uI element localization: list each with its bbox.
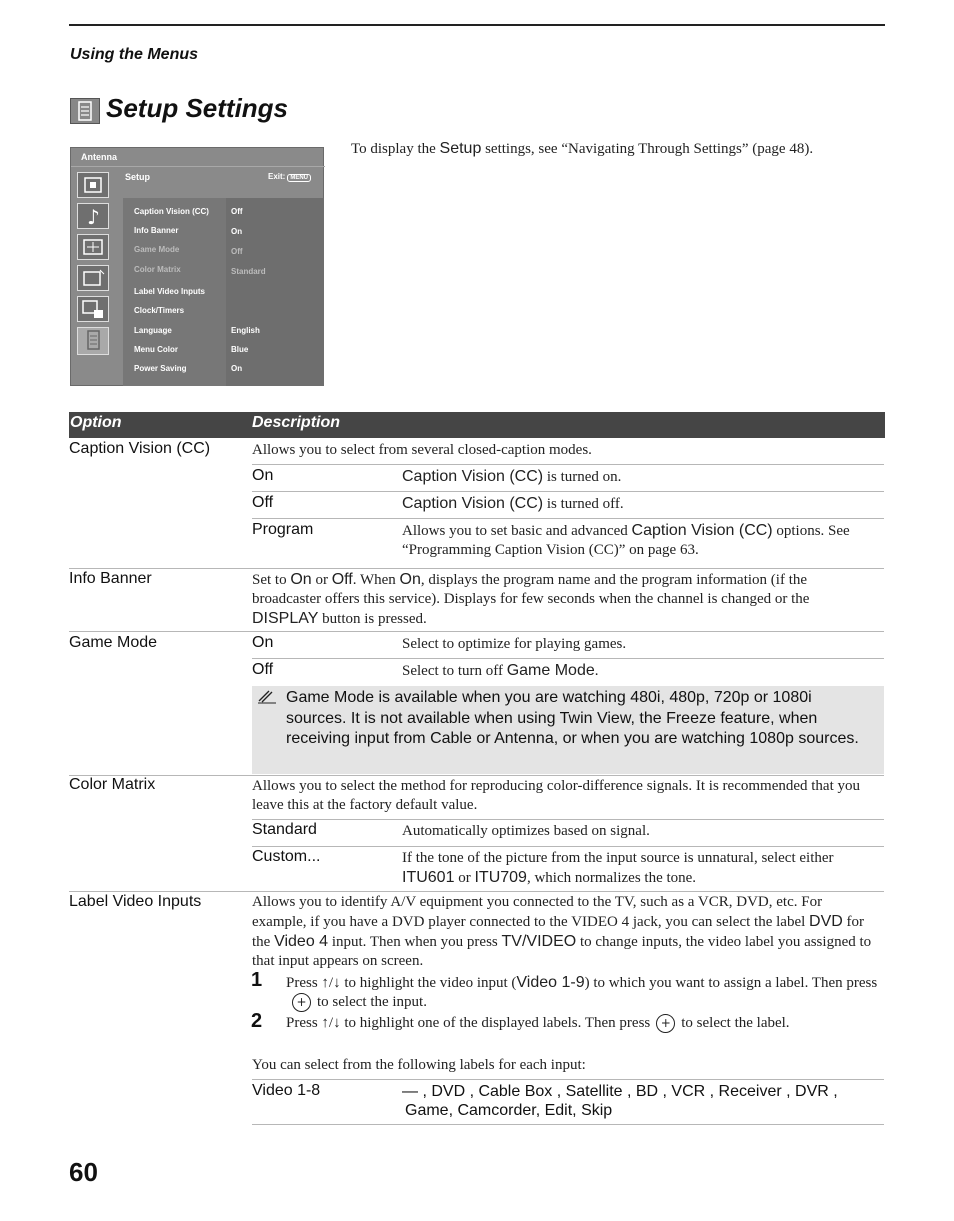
cc-off-desc: Caption Vision (CC) is turned off.: [402, 495, 624, 512]
menu-row-label: Game Mode: [134, 245, 180, 254]
menu-key-icon: MENU: [287, 174, 311, 182]
row-divider: [252, 1124, 884, 1125]
custom-label: Custom...: [252, 848, 321, 865]
cc-off-label: Off: [252, 494, 274, 511]
label-options-line2: Game, Camcorder, Edit, Skip: [405, 1102, 613, 1119]
menu-row-label: Menu Color: [134, 345, 178, 354]
enter-button-icon: +: [292, 993, 311, 1012]
row-divider: [252, 1079, 884, 1080]
note-pencil-icon: [256, 688, 278, 709]
game-on-label: On: [252, 634, 274, 651]
color-matrix-desc: Allows you to select the method for reproducing color-difference signals. It is recommended that you leave this at the factory default value.: [252, 778, 860, 813]
menu-row-value: On: [231, 364, 243, 373]
row-divider: [252, 464, 884, 465]
parental-lock-icon: [77, 296, 109, 322]
setup-menu-screen: [70, 147, 324, 386]
sound-icon: [77, 203, 109, 229]
menu-row-label: Label Video Inputs: [134, 287, 205, 296]
top-rule: [69, 24, 885, 26]
row-divider: [69, 891, 884, 892]
menu-row-label: Info Banner: [134, 226, 179, 235]
cc-on-label: On: [252, 467, 274, 484]
setup-tab-icon: [77, 327, 109, 355]
standard-label: Standard: [252, 821, 317, 838]
table-header: [69, 412, 885, 438]
menu-row-value: English: [231, 326, 260, 335]
setup-icon: [70, 98, 100, 124]
header-option: Option: [70, 414, 122, 431]
step-2-text: Press ↑/↓ to highlight one of the displayed labels. Then press + to select the label.: [286, 1014, 886, 1033]
step-1-number: 1: [251, 969, 263, 991]
menu-row-value: Blue: [231, 345, 249, 354]
menu-row-value: Standard: [231, 267, 266, 276]
row-divider: [69, 568, 884, 569]
video-range-label: Video 1-8: [252, 1082, 321, 1099]
cc-program-desc: Allows you to set basic and advanced Caption Vision (CC) options. See “Programming Caption Vision (CC)” on page 63.: [402, 522, 850, 558]
game-off-label: Off: [252, 661, 274, 678]
menu-exit: Exit: MENU: [268, 172, 311, 182]
svg-text:♪: ♪: [87, 205, 100, 228]
menu-row-value: Off: [231, 247, 243, 256]
section-header: Using the Menus: [70, 46, 199, 63]
header-description: Description: [252, 414, 341, 431]
game-on-desc: Select to optimize for playing games.: [402, 636, 627, 652]
game-off-desc: Select to turn off Game Mode.: [402, 662, 599, 679]
row-divider: [252, 819, 884, 820]
label-options-line1: — , DVD , Cable Box , Satellite , BD , VCR , Receiver , DVR ,: [402, 1083, 838, 1100]
cc-on-desc: Caption Vision (CC) is turned on.: [402, 468, 622, 485]
labels-intro: You can select from the following labels for each input:: [252, 1057, 586, 1073]
label-video-desc: Allows you to identify A/V equipment you connected to the TV, such as a VCR, DVD, etc. For example, if you have a DVD player connected to the VIDEO 4 jack, you can select the label DVD for the Video 4 input. Then when you press TV/VIDEO to change inputs, the video label you assigned to that input appears on screen.: [252, 894, 872, 969]
custom-desc: If the tone of the picture from the input source is unnatural, select either ITU601 or ITU709, which normalizes the tone.: [402, 850, 834, 886]
menu-row-label: Color Matrix: [134, 265, 181, 274]
page-title: Setup Settings: [106, 93, 289, 123]
step-2-number: 2: [251, 1010, 263, 1032]
option-caption-vision: Caption Vision (CC): [69, 440, 211, 457]
row-divider: [252, 491, 884, 492]
menu-row-label: Clock/Timers: [134, 306, 185, 315]
row-divider: [69, 631, 884, 632]
menu-row-label: Caption Vision (CC): [134, 207, 209, 216]
step-1-text: Press ↑/↓ to highlight the video input (Video 1-9) to which you want to assign a label. Then press+ to select the input.: [286, 973, 886, 1012]
row-divider: [252, 846, 884, 847]
menu-divider: [71, 166, 325, 167]
menu-row-value: Off: [231, 207, 243, 216]
page-number: 60: [69, 1157, 98, 1187]
option-color-matrix: Color Matrix: [69, 776, 156, 793]
menu-row-value: On: [231, 227, 243, 236]
menu-row-label: Language: [134, 326, 172, 335]
game-mode-note: Game Mode is available when you are watching 480i, 480p, 720p or 1080i sources. It is not available when using Twin View, the Freeze feature, when receiving input from Cable or Antenna, or when you are watching 1080p sources.: [286, 689, 859, 747]
option-game-mode: Game Mode: [69, 634, 158, 651]
standard-desc: Automatically optimizes based on signal.: [402, 823, 650, 839]
row-divider: [69, 775, 884, 776]
intro-text: To display the Setup settings, see “Navigating Through Settings” (page 48).: [351, 140, 814, 157]
row-divider: [252, 658, 884, 659]
screen-icon: [77, 234, 109, 260]
channel-icon: [77, 265, 109, 291]
option-info-banner: Info Banner: [69, 570, 152, 587]
row-divider: [252, 518, 884, 519]
info-banner-desc: Set to On or Off. When On, displays the program name and the program information (if the broadcaster offers this service). Displays for few seconds when the channel is changed or the DISPLAY button is pressed.: [252, 571, 810, 627]
enter-button-icon: +: [656, 1014, 675, 1033]
menu-title: Setup: [125, 172, 151, 182]
caption-vision-desc: Allows you to select from several closed-caption modes.: [252, 442, 592, 458]
picture-icon: [77, 172, 109, 198]
option-label-video-inputs: Label Video Inputs: [69, 893, 202, 910]
menu-row-label: Power Saving: [134, 364, 187, 373]
menu-source: Antenna: [81, 152, 117, 162]
cc-program-label: Program: [252, 521, 314, 538]
